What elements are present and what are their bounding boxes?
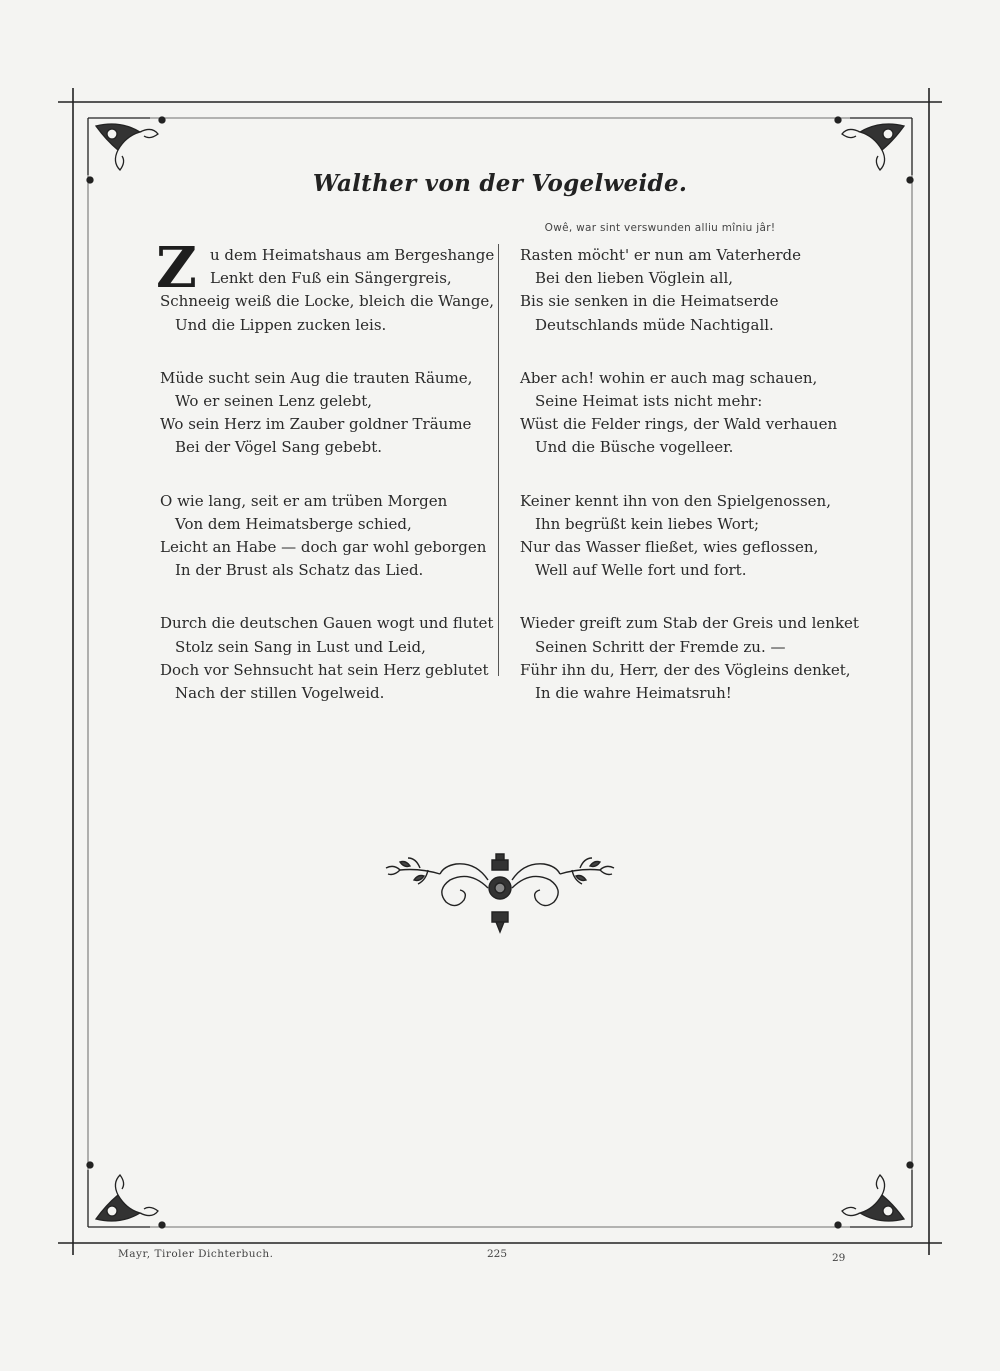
verse-line: Bei der Vögel Sang gebebt.	[175, 438, 383, 457]
book-title-footer: Mayr, Tiroler Dichterbuch.	[118, 1248, 274, 1260]
verse-line: Seine Heimat ists nicht mehr:	[535, 392, 763, 411]
verse-line: Wüst die Felder rings, der Wald verhauen	[520, 415, 838, 434]
verse-line: In die wahre Heimatsruh!	[535, 684, 732, 703]
verse-line: Müde sucht sein Aug die trauten Räume,	[160, 368, 473, 387]
stanza	[156, 235, 495, 337]
verse-line: Wieder greift zum Stab der Greis und lenket	[520, 614, 859, 633]
poem-column-right	[520, 244, 859, 735]
drop-cap: Z	[156, 235, 197, 301]
verse-line: Stolz sein Sang in Lust und Leid,	[175, 637, 426, 656]
verse-line: Lenkt den Fuß ein Sängergreis,	[210, 269, 452, 288]
verse-line: Bis sie senken in die Heimatserde	[520, 292, 779, 311]
signature-mark: 29	[832, 1252, 846, 1264]
verse-line: Bei den lieben Vöglein all,	[535, 269, 734, 288]
column-divider	[498, 244, 499, 676]
stanza	[160, 490, 487, 583]
verse-line: Und die Lippen zucken leis.	[175, 315, 387, 334]
corner-ornament-bottom-right	[835, 1162, 913, 1228]
page-number: 225	[487, 1248, 508, 1260]
verse-line: Von dem Heimatsberge schied,	[175, 514, 412, 533]
verse-line: Leicht an Habe — doch gar wohl geborgen	[160, 538, 487, 557]
poem-epigraph: Owê, war sint verswunden alliu mîniu jâr!	[544, 222, 776, 234]
verse-line: Doch vor Sehnsucht hat sein Herz geblutet	[160, 660, 489, 679]
poem-column-left	[156, 235, 495, 735]
verse-line: Rasten möcht' er nun am Vaterherde	[520, 246, 802, 264]
stanza	[520, 244, 840, 337]
verse-line: Nur das Wasser fließet, wies geflossen,	[520, 538, 819, 557]
stanza	[520, 367, 840, 460]
verse-line: Wo er seinen Lenz gelebt,	[175, 392, 373, 411]
verse-line: Well auf Welle fort und fort.	[535, 561, 747, 580]
verse-line: Nach der stillen Vogelweid.	[175, 684, 385, 703]
corner-ornament-top-left	[87, 117, 165, 183]
stanza	[160, 612, 494, 705]
verse-line: Schneeig weiß die Locke, bleich die Wange,	[160, 292, 495, 311]
verse-line: Wo sein Herz im Zauber goldner Träume	[160, 415, 472, 434]
floral-ornament-icon	[380, 840, 620, 940]
verse-line: Keiner kennt ihn von den Spielgenossen,	[520, 491, 831, 510]
verse-line: In der Brust als Schatz das Lied.	[175, 561, 424, 580]
verse-line: Führ ihn du, Herr, der des Vögleins denket,	[520, 660, 851, 679]
verse-line: Aber ach! wohin er auch mag schauen,	[520, 368, 818, 387]
verse-line: Deutschlands müde Nachtigall.	[535, 315, 774, 334]
verse-line: Durch die deutschen Gauen wogt und flutet	[160, 614, 494, 633]
verse-line: Ihn begrüßt kein liebes Wort;	[535, 514, 760, 533]
verse-line: u dem Heimatshaus am Bergeshange	[210, 246, 495, 264]
corner-ornament-top-right	[835, 117, 913, 183]
stanza	[520, 612, 859, 705]
corner-ornament-bottom-left	[87, 1162, 165, 1228]
verse-line: O wie lang, seit er am trüben Morgen	[160, 491, 448, 510]
verse-line: Seinen Schritt der Fremde zu. —	[535, 637, 786, 656]
poem-title: Walther von der Vogelweide.	[312, 170, 688, 197]
stanza	[520, 490, 840, 583]
stanza	[160, 367, 480, 460]
verse-line: Und die Büsche vogelleer.	[535, 438, 734, 457]
